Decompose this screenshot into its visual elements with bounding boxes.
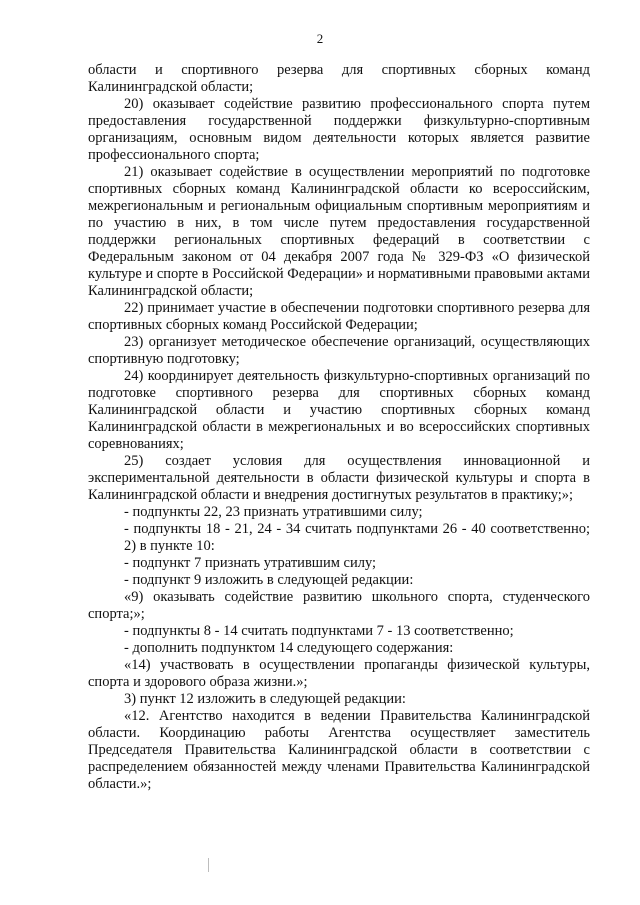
- paragraph-item-23: 23) организует методическое обеспечение организаций, осуществляющих спортивную подготовку;: [88, 334, 590, 367]
- paragraph-item-20: 20) оказывает содействие развитию профессионального спорта путем предоставления государственной поддержки физкультурно-спортивным организациям, основным видом деятельности которых является развитие профессионального спорта;: [88, 96, 590, 163]
- paragraph-new-14: «14) участвовать в осуществлении пропаганды физической культуры, спорта и здорового образа жизни.»;: [88, 657, 590, 690]
- paragraph-item-25: 25) создает условия для осуществления инновационной и экспериментальной деятельности в области физической культуры и спорта в Калининградской области и внедрения достигнутых результатов в практику;»;: [88, 453, 590, 503]
- paragraph-edit-9: - подпункт 9 изложить в следующей редакции:: [124, 572, 414, 588]
- paragraph-point-12: 3) пункт 12 изложить в следующей редакции:: [124, 691, 406, 707]
- paragraph-item-24: 24) координирует деятельность физкультурно-спортивных организаций по подготовке спортивного резерва для спортивных сборных команд Калининградской области и участию спортивных сборных команд Калининградской области в межрегиональных и во всероссийских спортивных соревнованиях;: [88, 368, 590, 452]
- page-number: 2: [316, 31, 324, 46]
- document-body: [88, 62, 590, 793]
- paragraph-new-9: «9) оказывать содействие развитию школьного спорта, студенческого спорта;»;: [88, 589, 590, 622]
- paragraph-point-10: 2) в пункте 10:: [124, 538, 215, 554]
- scan-artifact: [208, 858, 209, 872]
- paragraph-renumber-8-14: - подпункты 8 - 14 считать подпунктами 7 - 13 соответственно;: [124, 623, 514, 639]
- paragraph-add-14: - дополнить подпунктом 14 следующего содержания:: [124, 640, 454, 656]
- paragraph-repeal-22-23: - подпункты 22, 23 признать утратившими силу;: [124, 504, 423, 520]
- paragraph-renumber-18-34: - подпункты 18 - 21, 24 - 34 считать подпунктами 26 - 40 соответственно;: [124, 521, 590, 537]
- paragraph-new-12: «12. Агентство находится в ведении Правительства Калининградской области. Координацию работы Агентства осуществляет заместитель Председателя Правительства Калининградской области в соответствии с распределением обязанностей между членами Правительства Калининградской области.»;: [88, 708, 590, 792]
- paragraph-repeal-7: - подпункт 7 признать утратившим силу;: [124, 555, 377, 571]
- paragraph-item-22: 22) принимает участие в обеспечении подготовки спортивного резерва для спортивных сборных команд Российской Федерации;: [88, 300, 590, 333]
- paragraph-continuation: области и спортивного резерва для спортивных сборных команд Калининградской области;: [88, 62, 590, 95]
- paragraph-item-21: 21) оказывает содействие в осуществлении мероприятий по подготовке спортивных сборных команд Калининградской области ко всероссийским, межрегиональным и региональным официальным спортивным мероприятиям и по участию в них, в том числе путем предоставления государственной поддержки региональных спортивных федераций в соответствии с Федеральным законом от 04 декабря 2007 года № 329-ФЗ «О физической культуре и спорте в Российской Федерации» и нормативными правовыми актами Калининградской области;: [88, 164, 590, 299]
